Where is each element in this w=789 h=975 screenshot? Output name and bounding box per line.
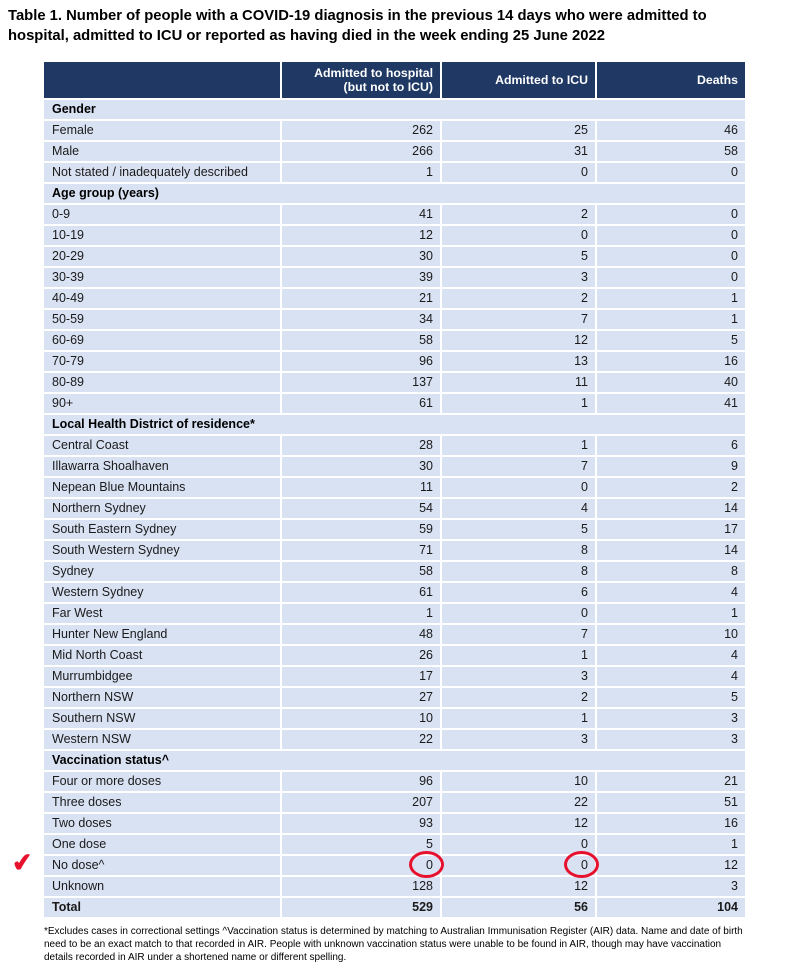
value-cell: 3 bbox=[440, 667, 595, 686]
table-row bbox=[44, 394, 745, 413]
value-cell: 0 bbox=[440, 835, 595, 854]
value-cell: 5 bbox=[440, 520, 595, 539]
section-header-row bbox=[44, 415, 745, 434]
value-cell: 61 bbox=[280, 583, 440, 602]
row-label: 90+ bbox=[44, 394, 280, 413]
value-cell: 58 bbox=[595, 142, 745, 161]
value-cell: 0 bbox=[595, 268, 745, 287]
value-cell: 48 bbox=[280, 625, 440, 644]
table-row bbox=[44, 835, 745, 854]
table-row bbox=[44, 772, 745, 791]
value-cell: 1 bbox=[440, 394, 595, 413]
table-row bbox=[44, 163, 745, 182]
value-cell: 56 bbox=[440, 898, 595, 917]
value-cell: 0 bbox=[595, 205, 745, 224]
row-label: Far West bbox=[44, 604, 280, 623]
value-cell: 104 bbox=[595, 898, 745, 917]
value-cell: 30 bbox=[280, 247, 440, 266]
value-cell: 0 bbox=[595, 226, 745, 245]
table-row bbox=[44, 331, 745, 350]
value-cell: 2 bbox=[440, 205, 595, 224]
value-cell: 10 bbox=[280, 709, 440, 728]
table-row bbox=[44, 541, 745, 560]
value-cell: 137 bbox=[280, 373, 440, 392]
table-row bbox=[44, 793, 745, 812]
value-cell: 6 bbox=[595, 436, 745, 455]
red-circle-annotation: 0 bbox=[581, 858, 588, 873]
row-label: Central Coast bbox=[44, 436, 280, 455]
value-cell: 10 bbox=[440, 772, 595, 791]
corner-header-cell bbox=[44, 62, 280, 98]
value-cell: 2 bbox=[595, 478, 745, 497]
table-row bbox=[44, 499, 745, 518]
table-row bbox=[44, 520, 745, 539]
value-cell: 128 bbox=[280, 877, 440, 896]
value-cell: 3 bbox=[440, 268, 595, 287]
table-row bbox=[44, 310, 745, 329]
value-cell bbox=[440, 856, 595, 875]
value-cell: 8 bbox=[595, 562, 745, 581]
table-row bbox=[44, 226, 745, 245]
row-label: Three doses bbox=[44, 793, 280, 812]
value-cell: 21 bbox=[595, 772, 745, 791]
value-cell: 41 bbox=[595, 394, 745, 413]
value-cell: 1 bbox=[595, 604, 745, 623]
value-cell: 93 bbox=[280, 814, 440, 833]
row-label: 80-89 bbox=[44, 373, 280, 392]
table-row bbox=[44, 814, 745, 833]
value-cell: 1 bbox=[440, 436, 595, 455]
value-cell: 16 bbox=[595, 814, 745, 833]
table-row bbox=[44, 268, 745, 287]
value-cell: 22 bbox=[440, 793, 595, 812]
value-cell: 26 bbox=[280, 646, 440, 665]
value-cell: 8 bbox=[440, 562, 595, 581]
row-label: Total bbox=[44, 898, 280, 917]
row-label: South Western Sydney bbox=[44, 541, 280, 560]
row-label: Western Sydney bbox=[44, 583, 280, 602]
section-header-row bbox=[44, 751, 745, 770]
value-cell: 5 bbox=[595, 688, 745, 707]
row-label: 20-29 bbox=[44, 247, 280, 266]
value-cell: 17 bbox=[595, 520, 745, 539]
col-header-deaths: Deaths bbox=[595, 62, 745, 98]
table-row bbox=[44, 709, 745, 728]
value-cell: 3 bbox=[595, 709, 745, 728]
row-label: Male bbox=[44, 142, 280, 161]
value-cell: 58 bbox=[280, 562, 440, 581]
value-cell: 41 bbox=[280, 205, 440, 224]
value-cell: 46 bbox=[595, 121, 745, 140]
table-row bbox=[44, 856, 745, 875]
table-row bbox=[44, 898, 745, 917]
value-cell: 51 bbox=[595, 793, 745, 812]
table-row bbox=[44, 646, 745, 665]
table-row bbox=[44, 436, 745, 455]
value-cell: 0 bbox=[440, 226, 595, 245]
table-row bbox=[44, 562, 745, 581]
red-circle-annotation: 0 bbox=[426, 858, 433, 873]
value-cell: 1 bbox=[280, 604, 440, 623]
value-cell: 4 bbox=[595, 646, 745, 665]
row-label: 60-69 bbox=[44, 331, 280, 350]
row-label: South Eastern Sydney bbox=[44, 520, 280, 539]
value-cell: 266 bbox=[280, 142, 440, 161]
value-cell: 14 bbox=[595, 499, 745, 518]
value-cell: 96 bbox=[280, 352, 440, 371]
value-cell: 11 bbox=[440, 373, 595, 392]
value-cell: 30 bbox=[280, 457, 440, 476]
value-cell: 0 bbox=[595, 247, 745, 266]
section-header-label: Gender bbox=[44, 100, 745, 119]
value-cell: 22 bbox=[280, 730, 440, 749]
value-cell: 207 bbox=[280, 793, 440, 812]
value-cell: 0 bbox=[440, 163, 595, 182]
row-label: Western NSW bbox=[44, 730, 280, 749]
value-cell: 2 bbox=[440, 688, 595, 707]
value-cell: 1 bbox=[595, 835, 745, 854]
table-row bbox=[44, 121, 745, 140]
value-cell: 10 bbox=[595, 625, 745, 644]
covid-admissions-table bbox=[10, 60, 745, 919]
value-cell: 1 bbox=[595, 310, 745, 329]
value-cell: 1 bbox=[280, 163, 440, 182]
value-cell: 71 bbox=[280, 541, 440, 560]
value-cell: 1 bbox=[595, 289, 745, 308]
value-cell: 54 bbox=[280, 499, 440, 518]
value-cell: 8 bbox=[440, 541, 595, 560]
table-row bbox=[44, 730, 745, 749]
section-header-label: Local Health District of residence* bbox=[44, 415, 745, 434]
table-title: Table 1. Number of people with a COVID-19 diagnosis in the previous 14 days who were admitted to hospital, admitted to ICU or reported as having died in the week ending 25 June 2022 bbox=[8, 8, 707, 44]
col-header-admitted-icu: Admitted to ICU bbox=[440, 62, 595, 98]
value-cell: 40 bbox=[595, 373, 745, 392]
row-label: Hunter New England bbox=[44, 625, 280, 644]
table-row bbox=[44, 205, 745, 224]
row-label: Mid North Coast bbox=[44, 646, 280, 665]
row-label: 30-39 bbox=[44, 268, 280, 287]
table-row bbox=[44, 625, 745, 644]
row-label: No dose^ ✔ bbox=[44, 856, 280, 875]
row-label: Northern Sydney bbox=[44, 499, 280, 518]
row-label: Murrumbidgee bbox=[44, 667, 280, 686]
row-label: One dose bbox=[44, 835, 280, 854]
section-header-row bbox=[44, 184, 745, 203]
value-cell: 7 bbox=[440, 310, 595, 329]
value-cell: 11 bbox=[280, 478, 440, 497]
row-label: Unknown bbox=[44, 877, 280, 896]
value-cell: 12 bbox=[280, 226, 440, 245]
table-row bbox=[44, 877, 745, 896]
value-cell: 3 bbox=[440, 730, 595, 749]
value-cell: 12 bbox=[440, 814, 595, 833]
value-cell: 3 bbox=[595, 730, 745, 749]
value-cell: 16 bbox=[595, 352, 745, 371]
table-row bbox=[44, 604, 745, 623]
row-label: 40-49 bbox=[44, 289, 280, 308]
section-header-label: Vaccination status^ bbox=[44, 751, 745, 770]
value-cell: 4 bbox=[595, 583, 745, 602]
section-header-label: Age group (years) bbox=[44, 184, 745, 203]
row-label: 10-19 bbox=[44, 226, 280, 245]
col-header-admitted-hospital: Admitted to hospital (but not to ICU) bbox=[280, 62, 440, 98]
value-cell: 1 bbox=[440, 709, 595, 728]
row-label: Two doses bbox=[44, 814, 280, 833]
section-header-row bbox=[44, 100, 745, 119]
table-row bbox=[44, 457, 745, 476]
value-cell bbox=[280, 856, 440, 875]
table-row bbox=[44, 478, 745, 497]
table-row bbox=[44, 373, 745, 392]
row-label: Sydney bbox=[44, 562, 280, 581]
row-label: Four or more doses bbox=[44, 772, 280, 791]
value-cell: 9 bbox=[595, 457, 745, 476]
value-cell: 13 bbox=[440, 352, 595, 371]
red-checkmark-annotation: ✔ bbox=[10, 847, 35, 878]
value-cell: 7 bbox=[440, 625, 595, 644]
row-label: Southern NSW bbox=[44, 709, 280, 728]
row-label: Female bbox=[44, 121, 280, 140]
value-cell: 0 bbox=[595, 163, 745, 182]
value-cell: 529 bbox=[280, 898, 440, 917]
value-cell: 14 bbox=[595, 541, 745, 560]
table-row bbox=[44, 247, 745, 266]
value-cell: 5 bbox=[440, 247, 595, 266]
value-cell: 1 bbox=[440, 646, 595, 665]
value-cell: 31 bbox=[440, 142, 595, 161]
value-cell: 27 bbox=[280, 688, 440, 707]
value-cell: 17 bbox=[280, 667, 440, 686]
value-cell: 59 bbox=[280, 520, 440, 539]
table-row bbox=[44, 352, 745, 371]
row-label: Northern NSW bbox=[44, 688, 280, 707]
value-cell: 28 bbox=[280, 436, 440, 455]
value-cell: 5 bbox=[280, 835, 440, 854]
value-cell: 6 bbox=[440, 583, 595, 602]
value-cell: 21 bbox=[280, 289, 440, 308]
row-label: 70-79 bbox=[44, 352, 280, 371]
value-cell: 2 bbox=[440, 289, 595, 308]
value-cell: 3 bbox=[595, 877, 745, 896]
value-cell: 0 bbox=[440, 478, 595, 497]
value-cell: 12 bbox=[440, 331, 595, 350]
row-label: Illawarra Shoalhaven bbox=[44, 457, 280, 476]
table-container bbox=[10, 60, 745, 919]
row-label: 0-9 bbox=[44, 205, 280, 224]
value-cell: 5 bbox=[595, 331, 745, 350]
table-row bbox=[44, 688, 745, 707]
value-cell: 4 bbox=[440, 499, 595, 518]
table-row bbox=[44, 667, 745, 686]
row-label: 50-59 bbox=[44, 310, 280, 329]
value-cell: 262 bbox=[280, 121, 440, 140]
value-cell: 34 bbox=[280, 310, 440, 329]
value-cell: 12 bbox=[440, 877, 595, 896]
value-cell: 96 bbox=[280, 772, 440, 791]
column-header-row bbox=[44, 62, 745, 98]
value-cell: 25 bbox=[440, 121, 595, 140]
value-cell: 39 bbox=[280, 268, 440, 287]
value-cell: 7 bbox=[440, 457, 595, 476]
table-body bbox=[10, 100, 745, 917]
row-label: Nepean Blue Mountains bbox=[44, 478, 280, 497]
table-row bbox=[44, 289, 745, 308]
row-label: Not stated / inadequately described bbox=[44, 163, 280, 182]
table-row bbox=[44, 142, 745, 161]
value-cell: 12 bbox=[595, 856, 745, 875]
value-cell: 58 bbox=[280, 331, 440, 350]
value-cell: 61 bbox=[280, 394, 440, 413]
table-row bbox=[44, 583, 745, 602]
value-cell: 4 bbox=[595, 667, 745, 686]
value-cell: 0 bbox=[440, 604, 595, 623]
footnote: *Excludes cases in correctional settings ^Vaccination status is determined by matching to Australian Immunisation Register (AIR) data. Name and date of birth need to be an exact match to that recorded in AIR. People with unknown vaccination status were unable to be found in AIR, though may have vaccination details recorded in AIR under a shortened name or different spelling. bbox=[44, 925, 743, 964]
